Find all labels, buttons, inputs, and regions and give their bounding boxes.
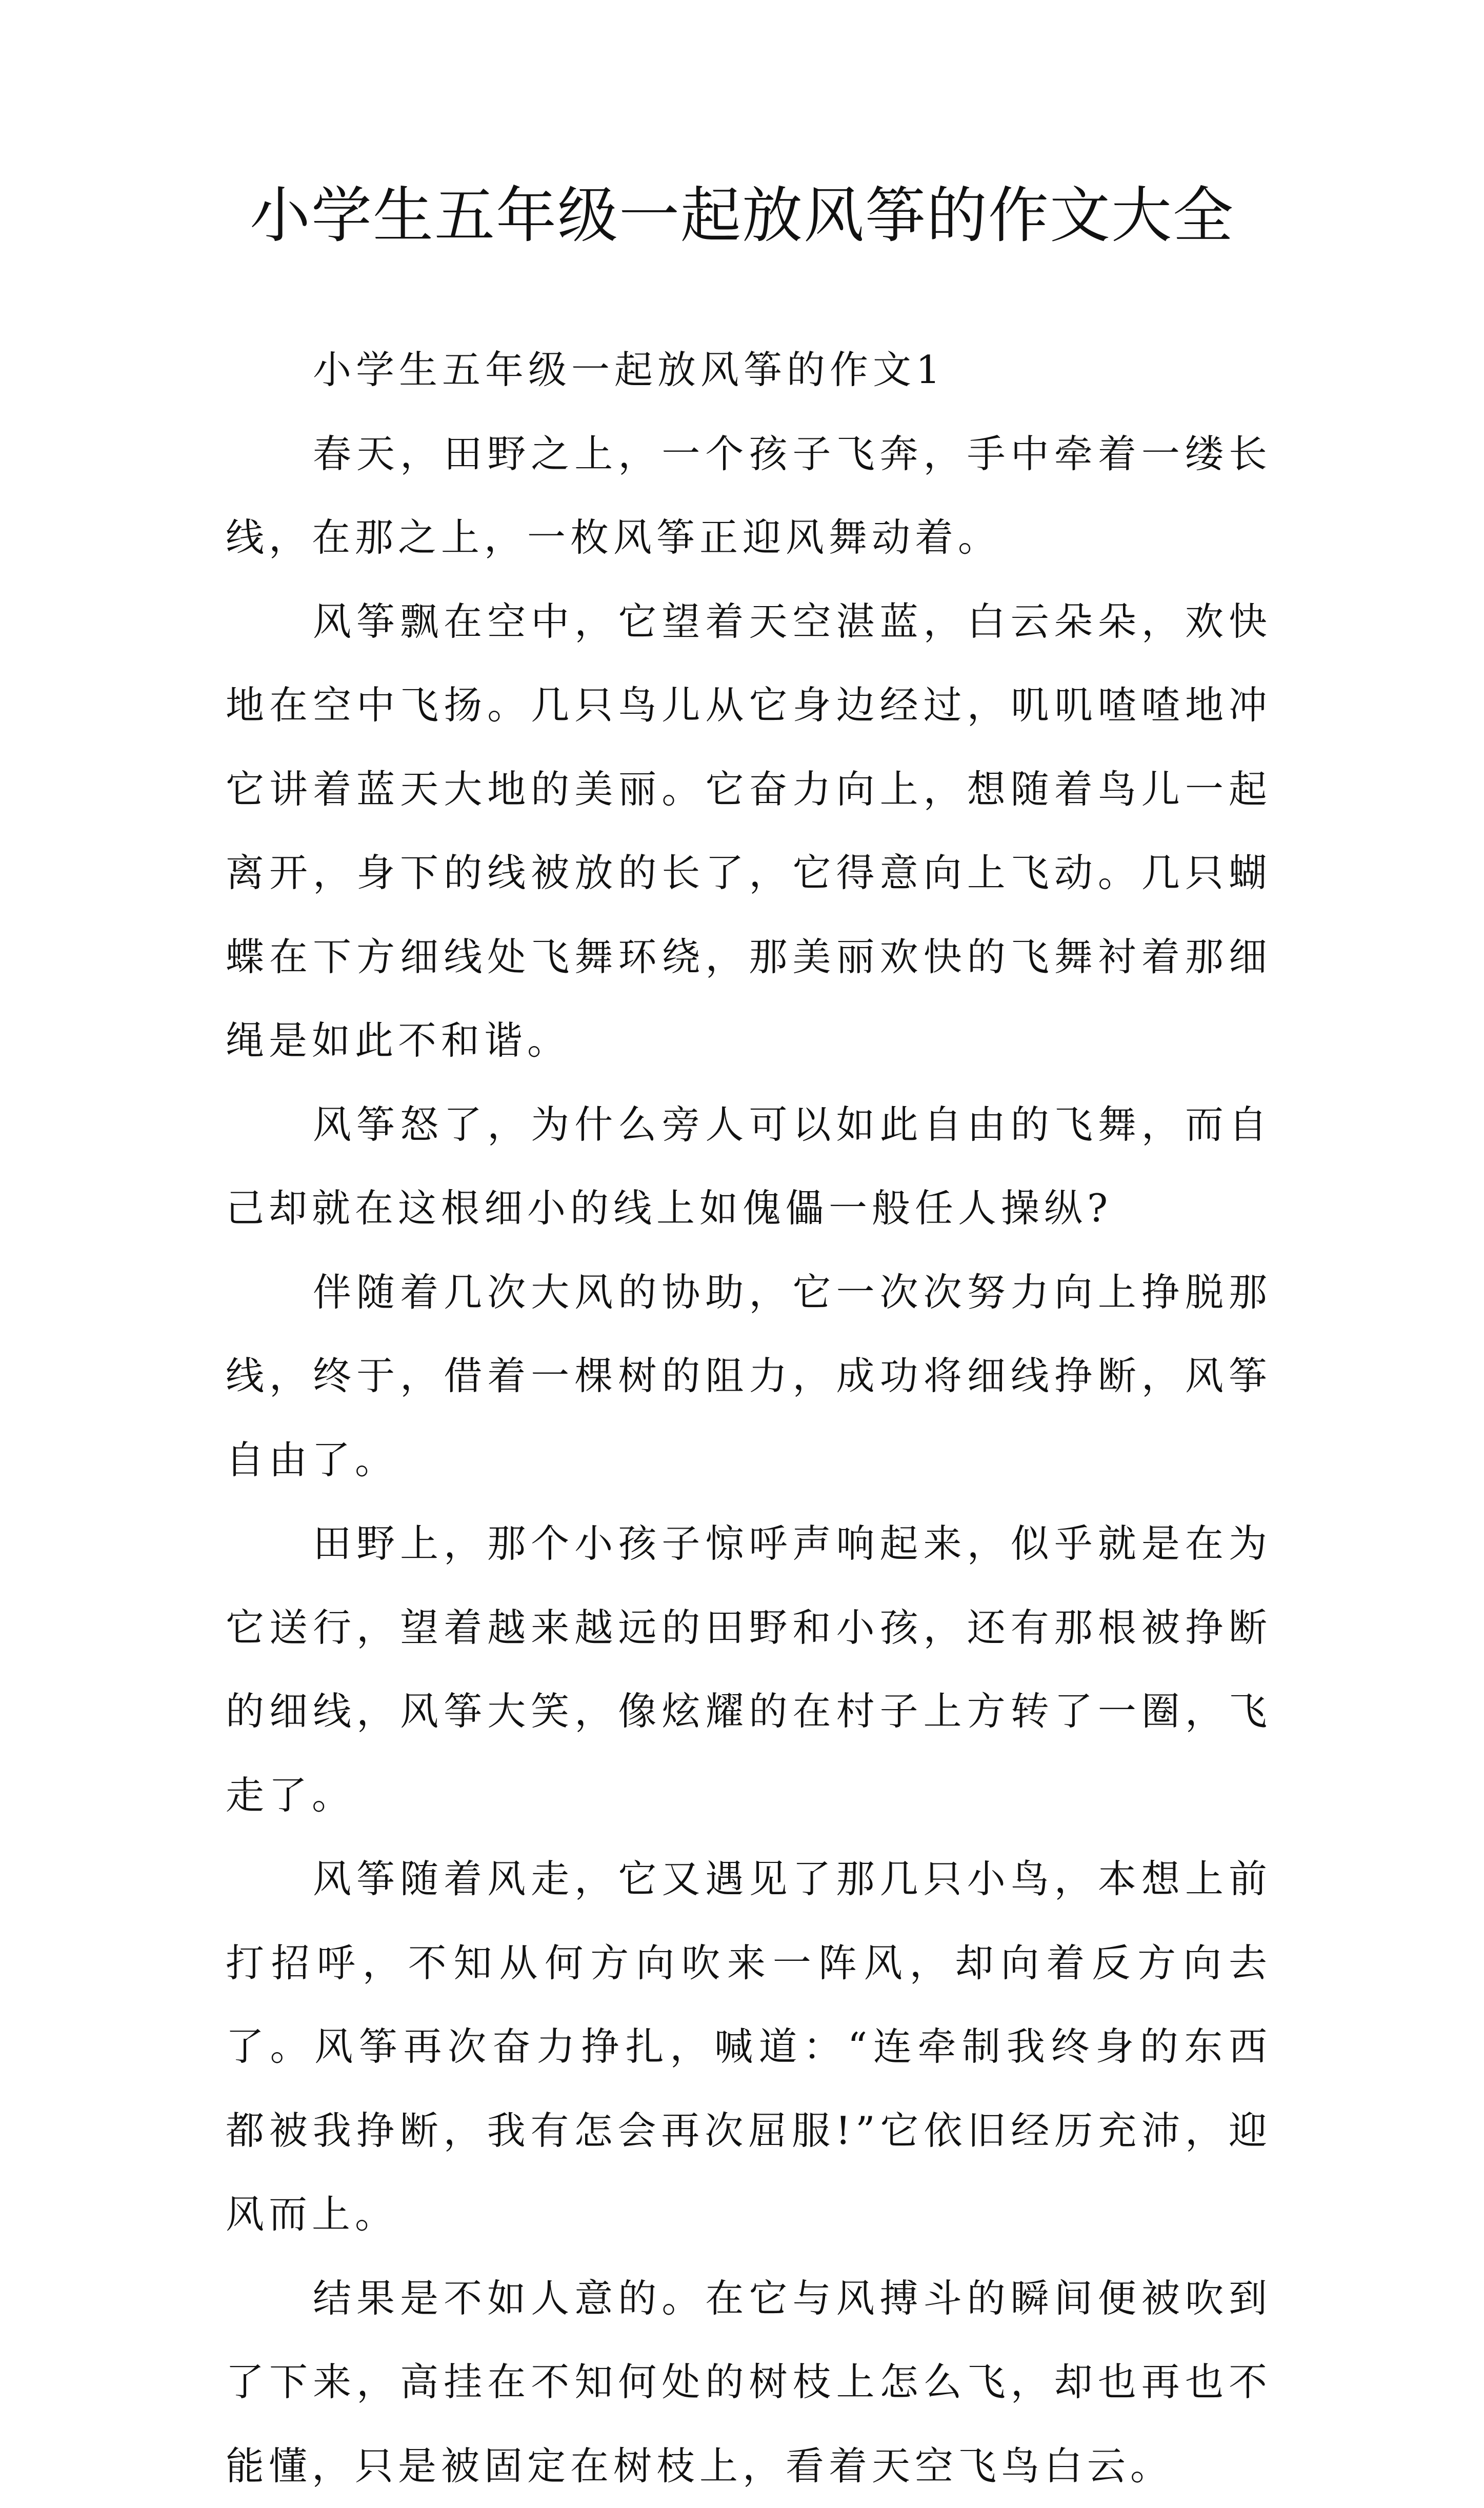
section-heading: 小学生五年级一起放风筝的作文1 — [226, 328, 1272, 412]
document-body — [226, 328, 1272, 2508]
paragraph: 风筝随着风走，它又遇见了那几只小鸟，本想上前打招呼，不知从何方向吹来一阵风，却向着反方向去了。风筝再次奋力挣扎，喊道：“连牵制我终身的东西都被我挣断，我有怎会再次屈服!”它依旧经历充沛，迎风而上。 — [226, 1837, 1272, 2257]
paragraph: 伴随着几次大风的协助，它一次次努力向上挣脱那线，终于，借着一棵树的阻力，成功将细线挣断，风筝自由了。 — [226, 1251, 1272, 1502]
paragraph: 结果是不如人意的。在它与风搏斗的瞬间便被吹到了下来，高挂在不知何处的树枝上怎么飞，却也再也不能懂，只是被固定在树枝上，看着天空飞鸟白云。 — [226, 2257, 1272, 2508]
paragraph: 田野上，那个小孩子惊呼声响起来，似乎就是在为它送行，望着越来越远的田野和小孩，还有那根被挣断的细线，风筝大笑，像炫耀的在村子上方转了一圈，飞走了。 — [226, 1502, 1272, 1837]
document-title: 小学生五年级一起放风筝的作文大全 — [0, 174, 1484, 256]
paragraph: 风筝飘在空中，它望着天空湛蓝，白云朵朵，欢快地在空中飞扬。几只鸟儿从它身边经过，叽叽喳喳地冲它讲着蓝天大地的美丽。它奋力向上，想随着鸟儿一起离开，身下的线被放的长了，它得意向上飞动。几只蝴蝶在下方细线处飞舞环绕，那美丽欢快的飞舞衬着那细绳是如此不和谐。 — [226, 580, 1272, 1083]
paragraph: 春天，田野之上，一个孩子飞奔，手中牵着一缕长线，在那之上，一枚风筝正迎风舞动着。 — [226, 412, 1272, 580]
paragraph: 风筝怒了，为什么旁人可以如此自由的飞舞，而自己却就在这根细小的线上如傀儡一般任人操纵? — [226, 1083, 1272, 1251]
